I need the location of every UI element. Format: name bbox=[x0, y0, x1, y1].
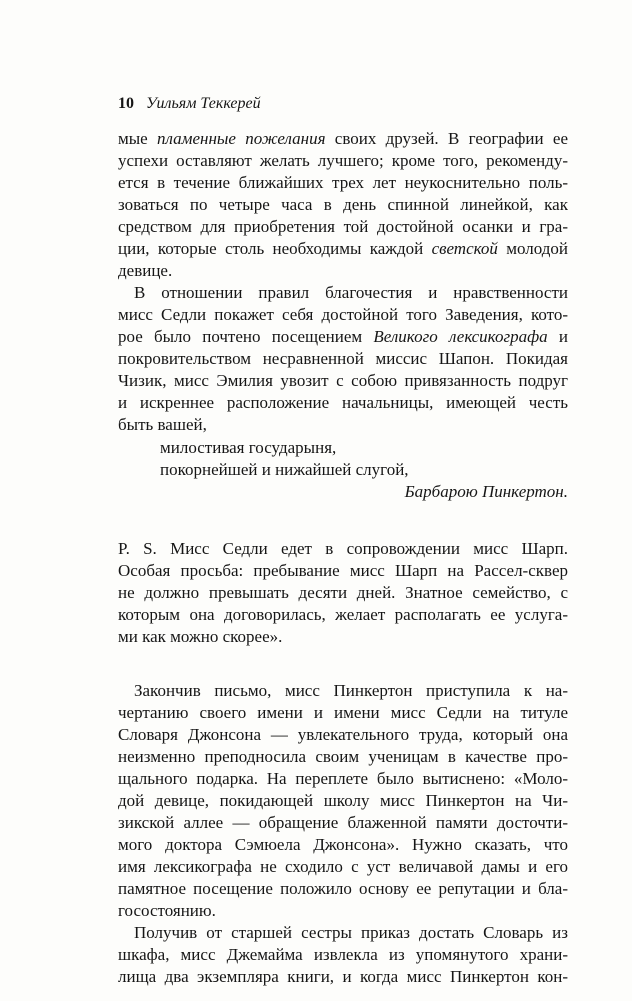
text-line: которым она договорилась, желает располагать ее услуга- bbox=[118, 605, 568, 624]
text-line: лища два экземпляра книги, и когда мисс Пинкертон кон- bbox=[118, 967, 568, 986]
text-line: госостоянию. bbox=[118, 901, 216, 920]
text-line: не должно превышать десяти дней. Знатное семейство, с bbox=[118, 583, 568, 602]
text-line: Особая просьба: пребывание мисс Шарп на Рассел-сквер bbox=[118, 561, 568, 580]
text-line: чертанию своего имени и имени мисс Седли на титуле bbox=[118, 703, 568, 722]
letter-signature: Барбарою Пинкертон. bbox=[404, 482, 568, 501]
letter-closing-line: покорнейшей и нижайшей слугой, bbox=[160, 460, 409, 479]
text-line: Словаря Джонсона — увлекательного труда, который она bbox=[118, 725, 568, 744]
text-line: имя лексикографа не сходило с уст величавой дамы и его bbox=[118, 857, 568, 876]
text-line: мисс Седли покажет себя достойной того Заведения, кото- bbox=[118, 305, 568, 324]
text-line: рое было почтено посещением Великого лексикографа и bbox=[118, 327, 568, 346]
text-line: средством для приобретения той достойной осанки и гра- bbox=[118, 217, 568, 236]
text-line: покровительством несравненной миссис Шапон. Покидая bbox=[118, 349, 568, 368]
text-line: мого доктора Сэмюела Джонсона». Нужно сказать, что bbox=[118, 835, 568, 854]
text-line: быть вашей, bbox=[118, 415, 207, 434]
text-line: и искреннее расположение начальницы, имеющей честь bbox=[118, 393, 568, 412]
text-line: В отношении правил благочестия и нравственности bbox=[134, 283, 568, 302]
text-line: Закончив письмо, мисс Пинкертон приступила к на- bbox=[134, 681, 568, 700]
text-line: памятное посещение положило основу ее репутации и бла- bbox=[118, 879, 568, 898]
text-line: зикской аллее — обращение блаженной памяти досточти- bbox=[118, 813, 568, 832]
running-header bbox=[118, 94, 261, 114]
text-line: зоваться по четыре часа в день спинной линейкой, как bbox=[118, 195, 568, 214]
running-head-author: Уильям Теккерей bbox=[146, 95, 261, 112]
text-line: ется в течение ближайших трех лет неукоснительно поль- bbox=[118, 173, 568, 192]
text-line: Получив от старшей сестры приказ достать Словарь из bbox=[134, 923, 568, 942]
text-line: успехи оставляют желать лучшего; кроме того, рекоменду- bbox=[118, 151, 568, 170]
text-line: мые пламенные пожелания своих друзей. В географии ее bbox=[118, 129, 568, 148]
text-line: дой девице, покидающей школу мисс Пинкертон на Чи- bbox=[118, 791, 568, 810]
text-line: Чизик, мисс Эмилия увозит с собою привязанность подруг bbox=[118, 371, 568, 390]
text-line: шкафа, мисс Джемайма извлекла из упомянутого храни- bbox=[118, 945, 568, 964]
text-line: P. S. Мисс Седли едет в сопровождении мисс Шарп. bbox=[118, 539, 568, 558]
text-line: неизменно преподносила своим ученицам в качестве про- bbox=[118, 747, 568, 766]
page-number: 10 bbox=[118, 95, 134, 112]
text-line: щального подарка. На переплете было вытиснено: «Моло- bbox=[118, 769, 568, 788]
text-line: ми как можно скорее». bbox=[118, 627, 283, 646]
text-line: девице. bbox=[118, 261, 173, 280]
text-line: ции, которые столь необходимы каждой светской молодой bbox=[118, 239, 568, 258]
letter-closing-line: милостивая государыня, bbox=[160, 438, 337, 457]
